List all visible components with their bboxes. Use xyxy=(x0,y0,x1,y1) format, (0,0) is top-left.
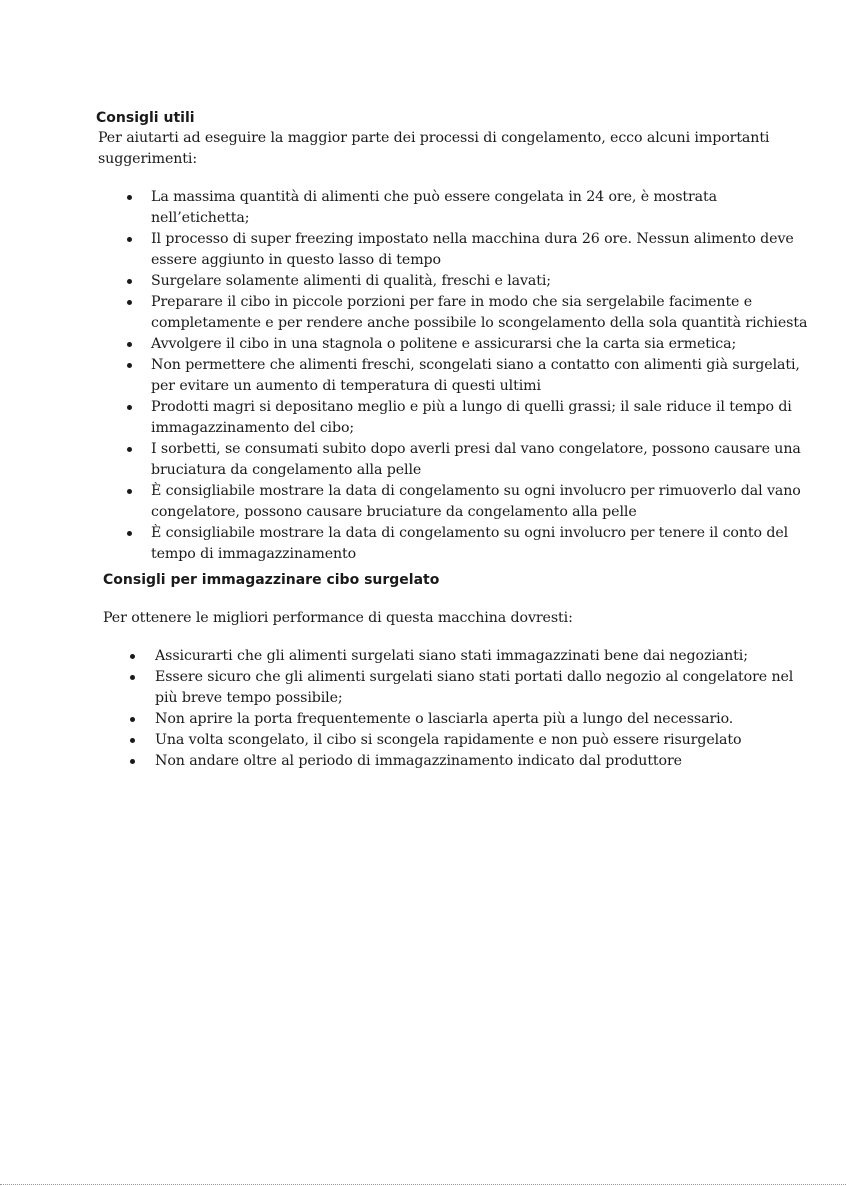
bullet-icon xyxy=(127,195,132,200)
page-bottom-divider xyxy=(0,1184,846,1185)
list-item-text: Essere sicuro che gli alimenti surgelati siano stati portati dallo negozio al congelatore nel più breve tempo possibile; xyxy=(155,669,794,706)
list-item xyxy=(96,355,816,397)
list-item xyxy=(96,292,816,334)
bullet-icon xyxy=(127,531,132,536)
bullet-icon xyxy=(127,279,132,284)
list-item-text: Non permettere che alimenti freschi, scongelati siano a contatto con alimenti già surgelati, per evitare un aumento di temperatura di questi ultimi xyxy=(151,357,800,394)
list-item xyxy=(96,229,816,271)
list-item-text: È consigliabile mostrare la data di congelamento su ogni involucro per tenere il conto del tempo di immagazzinamento xyxy=(151,525,789,562)
list-item-text: Avvolgere il cibo in una stagnola o politene e assicurarsi che la carta sia ermetica; xyxy=(151,336,737,352)
section-frozen-food-storage xyxy=(103,570,818,772)
list-item xyxy=(96,481,816,523)
list-item-text: Assicurarti che gli alimenti surgelati siano stati immagazzinati bene dai negozianti; xyxy=(155,648,748,664)
list-item-text: Surgelare solamente alimenti di qualità, freschi e lavati; xyxy=(151,273,551,289)
section-intro: Per ottenere le migliori performance di questa macchina dovresti: xyxy=(103,610,573,626)
bullet-icon xyxy=(127,237,132,242)
tips-list xyxy=(96,187,816,565)
bullet-icon xyxy=(127,300,132,305)
bullet-icon xyxy=(130,675,135,680)
bullet-icon xyxy=(127,405,132,410)
list-item-text: I sorbetti, se consumati subito dopo averli presi dal vano congelatore, possono causare una bruciatura da congelamento alla pelle xyxy=(151,441,801,478)
bullet-icon xyxy=(130,717,135,722)
list-item xyxy=(103,730,818,751)
list-item xyxy=(103,646,818,667)
list-item xyxy=(103,667,818,709)
bullet-icon xyxy=(127,342,132,347)
list-item xyxy=(96,271,816,292)
section-useful-tips xyxy=(96,108,816,565)
list-item-text: Il processo di super freezing impostato nella macchina dura 26 ore. Nessun alimento deve essere aggiunto in questo lasso di tempo xyxy=(151,231,794,268)
section-title: Consigli utili xyxy=(96,110,195,126)
storage-tips-list xyxy=(103,646,818,772)
list-item xyxy=(96,187,816,229)
list-item-text: Prodotti magri si depositano meglio e più a lungo di quelli grassi; il sale riduce il tempo di immagazzinamento del cibo; xyxy=(151,399,792,436)
list-item xyxy=(96,523,816,565)
section-intro: Per aiutarti ad eseguire la maggior parte dei processi di congelamento, ecco alcuni importanti suggerimenti: xyxy=(98,130,770,167)
list-item-text: Non andare oltre al periodo di immagazzinamento indicato dal produttore xyxy=(155,753,682,769)
list-item xyxy=(96,397,816,439)
list-item xyxy=(103,751,818,772)
list-item-text: Preparare il cibo in piccole porzioni per fare in modo che sia sergelabile facimente e completamente e per rendere anche possibile lo scongelamento della sola quantità richiesta xyxy=(151,294,808,331)
list-item-text: Una volta scongelato, il cibo si scongela rapidamente e non può essere risurgelato xyxy=(155,732,742,748)
bullet-icon xyxy=(130,759,135,764)
list-item xyxy=(96,334,816,355)
bullet-icon xyxy=(130,738,135,743)
section-title: Consigli per immagazzinare cibo surgelato xyxy=(103,572,440,588)
bullet-icon xyxy=(130,654,135,659)
list-item-text: La massima quantità di alimenti che può essere congelata in 24 ore, è mostrata nell’etichetta; xyxy=(151,189,717,226)
list-item-text: È consigliabile mostrare la data di congelamento su ogni involucro per rimuoverlo dal vano congelatore, possono causare bruciature da congelamento alla pelle xyxy=(151,483,801,520)
list-item xyxy=(96,439,816,481)
bullet-icon xyxy=(127,489,132,494)
list-item xyxy=(103,709,818,730)
list-item-text: Non aprire la porta frequentemente o lasciarla aperta più a lungo del necessario. xyxy=(155,711,734,727)
bullet-icon xyxy=(127,447,132,452)
bullet-icon xyxy=(127,363,132,368)
